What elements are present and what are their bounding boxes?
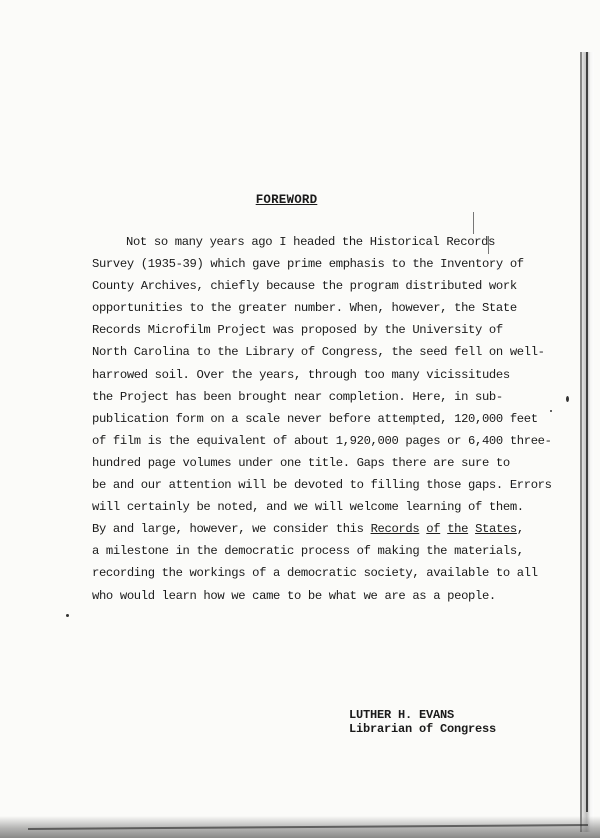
body-line: will certainly be noted, and we will welcome learning of them. [92,500,524,515]
body-line: of film is the equivalent of about 1,920,000 pages or 6,400 three- [92,433,552,448]
body-line: recording the workings of a democratic society, available to all [92,566,538,581]
body-line: North Carolina to the Library of Congress, the seed fell on well- [92,345,545,360]
body-line: hundred page volumes under one title. Gaps there are sure to [92,455,510,470]
underlined-title-word: of [426,522,441,537]
signature-name: LUTHER H. EVANS [349,708,455,722]
document-title: FOREWORD [255,193,318,207]
body-line: who would learn how we came to be what we are as a people. [92,588,496,603]
body-text: , [516,522,524,537]
scan-edge-line-right [586,52,588,812]
body-line: Not so many years ago I headed the Historical Records [126,235,496,249]
body-line: be and our attention will be devoted to filling those gaps. Errors [92,478,552,493]
scan-speck [566,396,569,402]
body-line: the Project has been brought near completion. Here, in sub- [92,389,503,404]
body-line-with-title [92,518,524,540]
underlined-title-word: the [447,522,469,537]
underlined-title-word: States [475,522,517,537]
body-line: opportunities to the greater number. When, however, the State [92,301,517,316]
scan-speck [66,614,69,617]
body-text: By and large, however, we consider this [92,522,371,537]
body-line: County Archives, chiefly because the program distributed work [92,279,517,294]
body-line: a milestone in the democratic process of making the materials, [92,544,524,559]
body-line: publication form on a scale never before attempted, 120,000 feet [92,411,538,426]
body-line: harrowed soil. Over the years, through too many vicissitudes [92,367,510,382]
body-line: Records Microfilm Project was proposed by the University of [92,323,503,338]
underlined-title-word: Records [370,522,420,537]
signature-block [349,708,496,736]
scan-speck [550,410,552,412]
body-line: Survey (1935-39) which gave prime emphasis to the Inventory of [92,257,524,272]
foreword-body [92,231,552,607]
signature-position: Librarian of Congress [349,722,497,736]
